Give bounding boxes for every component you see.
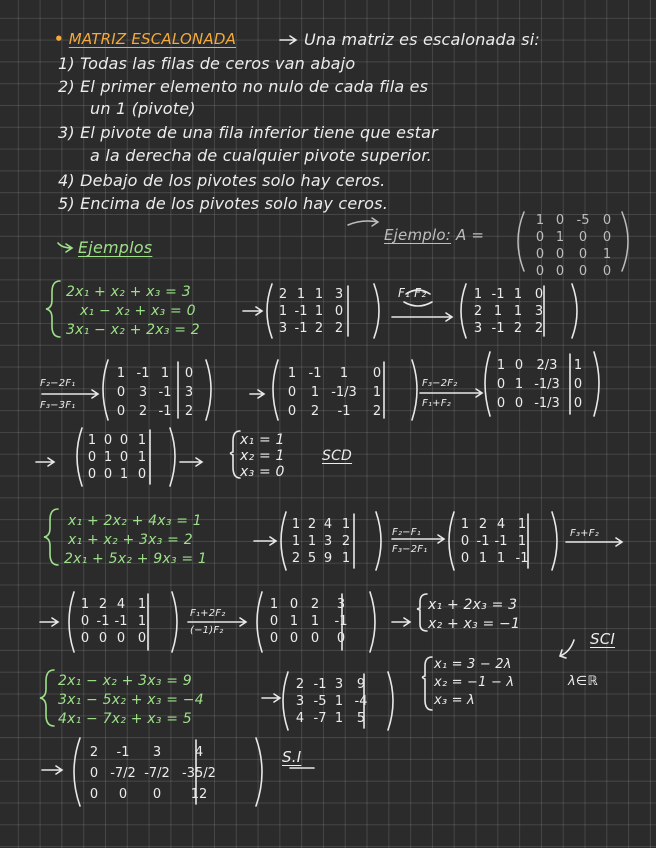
equation: 3x₁ − 5x₂ + x₃ = −4 bbox=[58, 692, 204, 708]
ex2-op-3b: (−1)F₂ bbox=[190, 625, 224, 636]
matrix-cell: 0 bbox=[555, 264, 565, 279]
matrix-cell: 4 bbox=[116, 597, 126, 612]
matrix-cell: -1 bbox=[491, 321, 505, 336]
matrix-cell: 0 bbox=[535, 264, 545, 279]
rule-3-cont: a la derecha de cualquier pivote superior. bbox=[90, 146, 432, 165]
matrix-cell: 2 bbox=[473, 304, 483, 319]
matrix-cell: -5 bbox=[576, 213, 590, 228]
matrix-cell: 0 bbox=[137, 631, 147, 646]
matrix-cell: -5 bbox=[313, 694, 327, 709]
matrix-cell: 0 bbox=[578, 247, 588, 262]
matrix-cell: 2 bbox=[310, 404, 320, 419]
matrix-cell: 3 bbox=[152, 745, 162, 760]
matrix-cell: 1 bbox=[80, 597, 90, 612]
result-line: x₂ + x₃ = −1 bbox=[428, 616, 521, 632]
matrix-cell: 0 bbox=[535, 230, 545, 245]
matrix-cell: 2 bbox=[291, 551, 301, 566]
matrix-cell: 0 bbox=[514, 396, 524, 411]
matrix-cell: 0 bbox=[578, 264, 588, 279]
matrix-cell: 0 bbox=[287, 385, 297, 400]
matrix-cell: 0 bbox=[535, 247, 545, 262]
matrix-cell: 0 bbox=[87, 467, 97, 482]
matrix-cell: -1/3 bbox=[534, 396, 560, 411]
matrix-cell: 2 bbox=[278, 287, 288, 302]
matrix-cell: -1 bbox=[158, 404, 172, 419]
matrix-cell: 4 bbox=[323, 517, 333, 532]
matrix-cell: 2 bbox=[310, 597, 320, 612]
matrix-cell: -1 bbox=[294, 321, 308, 336]
matrix-cell: 2 bbox=[184, 404, 194, 419]
matrix-cell: 1 bbox=[116, 366, 126, 381]
matrix-cell: 1 bbox=[341, 551, 351, 566]
matrix-cell: 1 bbox=[372, 385, 382, 400]
matrix-cell: 2 bbox=[534, 321, 544, 336]
matrix-cell: 3 bbox=[138, 385, 148, 400]
matrix-cell: -1 bbox=[476, 534, 490, 549]
matrix-cell: 1 bbox=[513, 287, 523, 302]
matrix-cell: 1 bbox=[513, 304, 523, 319]
matrix-cell: 1 bbox=[278, 304, 288, 319]
matrix-cell: 1 bbox=[517, 534, 527, 549]
ex1-op-1: F₁ F₂ bbox=[398, 286, 427, 300]
matrix-cell: -7 bbox=[313, 711, 327, 726]
ex1-op-2b: F₃−3F₁ bbox=[40, 400, 76, 411]
matrix-cell: 0 bbox=[555, 247, 565, 262]
matrix-cell: 1 bbox=[103, 450, 113, 465]
matrix-cell: 0 bbox=[118, 787, 128, 802]
matrix-cell: 0 bbox=[460, 551, 470, 566]
matrix-cell: 9 bbox=[323, 551, 333, 566]
matrix-cell: 0 bbox=[514, 358, 524, 373]
rule-1: 1) Todas las filas de ceros van abajo bbox=[58, 54, 356, 73]
matrix-cell: -4 bbox=[354, 694, 368, 709]
matrix-cell: 9 bbox=[356, 677, 366, 692]
matrix-cell: 1 bbox=[137, 433, 147, 448]
matrix-cell: 4 bbox=[295, 711, 305, 726]
matrix-cell: 1 bbox=[291, 534, 301, 549]
matrix-cell: 0 bbox=[116, 631, 126, 646]
matrix-cell: 2 bbox=[89, 745, 99, 760]
matrix-cell: -1 bbox=[491, 287, 505, 302]
matrix-cell: 1 bbox=[119, 467, 129, 482]
param-line: x₃ = λ bbox=[434, 693, 475, 708]
matrix-cell: 1 bbox=[496, 358, 506, 373]
equation: 3x₁ − x₂ + 2x₃ = 2 bbox=[66, 322, 200, 338]
matrix-cell: 1 bbox=[314, 304, 324, 319]
ex2-op-2: F₃+F₂ bbox=[570, 528, 599, 539]
matrix-cell: 0 bbox=[119, 450, 129, 465]
matrix-cell: 1 bbox=[287, 366, 297, 381]
solution-line: x₃ = 0 bbox=[240, 464, 285, 480]
ex2-type: SCI bbox=[590, 630, 616, 648]
matrix-cell: -1/3 bbox=[331, 385, 357, 400]
matrix-cell: 1 bbox=[573, 358, 583, 373]
matrix-cell: -1 bbox=[337, 404, 351, 419]
matrix-cell: 0 bbox=[269, 614, 279, 629]
matrix-cell: 1 bbox=[334, 694, 344, 709]
matrix-cell: 1 bbox=[514, 377, 524, 392]
solution-line: x₁ = 1 bbox=[240, 432, 285, 448]
ex2-op-1a: F₂−F₁ bbox=[392, 527, 421, 538]
page-title: MATRIZ ESCALONADA bbox=[68, 30, 237, 48]
matrix-cell: 5 bbox=[356, 711, 366, 726]
matrix-cell: 2 bbox=[341, 534, 351, 549]
matrix-cell: 1 bbox=[493, 304, 503, 319]
matrix-cell: -1 bbox=[96, 614, 110, 629]
matrix-cell: -7/2 bbox=[144, 766, 170, 781]
matrix-cell: 0 bbox=[98, 631, 108, 646]
matrix-cell: -1 bbox=[116, 745, 130, 760]
equation: 2x₁ + 5x₂ + 9x₃ = 1 bbox=[64, 551, 208, 567]
matrix-cell: 1 bbox=[310, 385, 320, 400]
ex1-op-3a: F₃−2F₂ bbox=[422, 378, 458, 389]
matrix-cell: 1 bbox=[341, 517, 351, 532]
matrix-cell: 1 bbox=[314, 287, 324, 302]
matrix-cell: 2 bbox=[334, 321, 344, 336]
matrix-cell: 3 bbox=[336, 597, 346, 612]
matrix-cell: 0 bbox=[89, 766, 99, 781]
matrix-cell: 2/3 bbox=[536, 358, 558, 373]
matrix-cell: 3 bbox=[184, 385, 194, 400]
matrix-cell: -1 bbox=[158, 385, 172, 400]
matrix-cell: 0 bbox=[334, 304, 344, 319]
matrix-cell: 0 bbox=[602, 264, 612, 279]
ex2-op-1b: F₃−2F₁ bbox=[392, 544, 428, 555]
matrix-cell: 0 bbox=[496, 377, 506, 392]
matrix-cell: -1 bbox=[515, 551, 529, 566]
matrix-cell: 0 bbox=[80, 614, 90, 629]
matrix-cell: 2 bbox=[478, 517, 488, 532]
rule-5: 5) Encima de los pivotes solo hay ceros. bbox=[58, 194, 388, 213]
ex1-type: SCD bbox=[322, 448, 353, 464]
matrix-cell: 1 bbox=[535, 213, 545, 228]
matrix-cell: 1 bbox=[517, 517, 527, 532]
matrix-cell: 0 bbox=[116, 385, 126, 400]
matrix-cell: -1 bbox=[114, 614, 128, 629]
ex2-lambda: λ∈ℝ bbox=[568, 674, 598, 689]
matrix-cell: 1 bbox=[307, 534, 317, 549]
matrix-cell: 3 bbox=[334, 287, 344, 302]
matrix-cell: 0 bbox=[289, 597, 299, 612]
matrix-cell: 0 bbox=[287, 404, 297, 419]
matrix-cell: 0 bbox=[89, 787, 99, 802]
matrix-cell: 0 bbox=[460, 534, 470, 549]
matrix-cell: -35/2 bbox=[182, 766, 216, 781]
rule-2: 2) El primer elemento no nulo de cada fila es bbox=[58, 77, 429, 96]
matrix-cell: 2 bbox=[138, 404, 148, 419]
ex1-op-3b: F₁+F₂ bbox=[422, 398, 451, 409]
matrix-cell: 1 bbox=[473, 287, 483, 302]
equation: x₁ + x₂ + 3x₃ = 2 bbox=[68, 532, 193, 548]
ex2-op-3a: F₁+2F₂ bbox=[190, 608, 226, 619]
equation: 4x₁ − 7x₂ + x₃ = 5 bbox=[58, 711, 192, 727]
matrix-cell: 0 bbox=[578, 230, 588, 245]
matrix-cell: -7/2 bbox=[110, 766, 136, 781]
matrix-cell: 0 bbox=[573, 377, 583, 392]
matrix-cell: 0 bbox=[555, 213, 565, 228]
matrix-cell: 0 bbox=[602, 213, 612, 228]
matrix-cell: 0 bbox=[372, 366, 382, 381]
matrix-cell: 2 bbox=[307, 517, 317, 532]
rule-4: 4) Debajo de los pivotes solo hay ceros. bbox=[58, 171, 386, 190]
matrix-cell: 4 bbox=[194, 745, 204, 760]
intro-text: Una matriz es escalonada si: bbox=[304, 30, 540, 49]
matrix-cell: -1 bbox=[294, 304, 308, 319]
matrix-cell: 1 bbox=[137, 450, 147, 465]
param-line: x₂ = −1 − λ bbox=[434, 675, 515, 690]
result-line: x₁ + 2x₃ = 3 bbox=[428, 597, 518, 613]
matrix-cell: 0 bbox=[289, 631, 299, 646]
matrix-cell: 2 bbox=[513, 321, 523, 336]
matrix-cell: 1 bbox=[602, 247, 612, 262]
matrix-cell: 0 bbox=[119, 433, 129, 448]
matrix-cell: 3 bbox=[334, 677, 344, 692]
ex1-op-2a: F₂−2F₁ bbox=[40, 378, 76, 389]
matrix-cell: 1 bbox=[496, 551, 506, 566]
matrix-cell: -1 bbox=[308, 366, 322, 381]
matrix-cell: -1 bbox=[313, 677, 327, 692]
rule-3: 3) El pivote de una fila inferior tiene que estar bbox=[58, 123, 438, 142]
bullet-icon: • bbox=[54, 30, 64, 48]
matrix-cell: 1 bbox=[269, 597, 279, 612]
matrix-cell: 1 bbox=[87, 433, 97, 448]
example-label: Ejemplo: A = bbox=[384, 226, 485, 244]
matrix-cell: 0 bbox=[137, 467, 147, 482]
matrix-cell: 0 bbox=[336, 631, 346, 646]
matrix-cell: 1 bbox=[137, 597, 147, 612]
matrix-cell: -1/3 bbox=[534, 377, 560, 392]
matrix-cell: 1 bbox=[296, 287, 306, 302]
matrix-cell: 3 bbox=[473, 321, 483, 336]
equation: 2x₁ + x₂ + x₃ = 3 bbox=[66, 284, 191, 300]
matrix-cell: 0 bbox=[80, 631, 90, 646]
matrix-cell: 2 bbox=[98, 597, 108, 612]
matrix-cell: 3 bbox=[323, 534, 333, 549]
equation: x₁ + 2x₂ + 4x₃ = 1 bbox=[68, 513, 202, 529]
matrix-cell: 1 bbox=[291, 517, 301, 532]
equation: 2x₁ − x₂ + 3x₃ = 9 bbox=[58, 673, 192, 689]
matrix-cell: 12 bbox=[190, 787, 208, 802]
matrix-cell: 0 bbox=[152, 787, 162, 802]
matrix-cell: 0 bbox=[184, 366, 194, 381]
matrix-cell: 0 bbox=[269, 631, 279, 646]
matrix-cell: 0 bbox=[116, 404, 126, 419]
matrix-cell: 1 bbox=[339, 366, 349, 381]
matrix-cell: 1 bbox=[160, 366, 170, 381]
matrix-cell: 1 bbox=[478, 551, 488, 566]
matrix-cell: -1 bbox=[334, 614, 348, 629]
matrix-cell: 1 bbox=[334, 711, 344, 726]
matrix-cell: 0 bbox=[602, 230, 612, 245]
matrix-cell: 1 bbox=[289, 614, 299, 629]
matrix-cell: 4 bbox=[496, 517, 506, 532]
matrix-cell: 3 bbox=[278, 321, 288, 336]
matrix-cell: 0 bbox=[534, 287, 544, 302]
matrix-cell: 2 bbox=[314, 321, 324, 336]
matrix-cell: 1 bbox=[460, 517, 470, 532]
matrix-cell: 0 bbox=[87, 450, 97, 465]
matrix-cell: 0 bbox=[310, 631, 320, 646]
matrix-cell: 1 bbox=[310, 614, 320, 629]
param-line: x₁ = 3 − 2λ bbox=[434, 657, 512, 672]
matrix-cell: 1 bbox=[555, 230, 565, 245]
matrix-cell: 0 bbox=[496, 396, 506, 411]
matrix-cell: 3 bbox=[295, 694, 305, 709]
matrix-cell: -1 bbox=[494, 534, 508, 549]
matrix-cell: 0 bbox=[573, 396, 583, 411]
matrix-cell: 0 bbox=[103, 467, 113, 482]
ex3-type: S.I bbox=[282, 748, 302, 766]
matrix-cell: -1 bbox=[136, 366, 150, 381]
matrix-cell: 5 bbox=[307, 551, 317, 566]
matrix-cell: 3 bbox=[534, 304, 544, 319]
matrix-cell: 2 bbox=[295, 677, 305, 692]
solution-line: x₂ = 1 bbox=[240, 448, 285, 464]
matrix-cell: 2 bbox=[372, 404, 382, 419]
examples-heading: Ejemplos bbox=[78, 238, 153, 257]
rule-2-cont: un 1 (pivote) bbox=[90, 99, 196, 118]
equation: x₁ − x₂ + x₃ = 0 bbox=[80, 303, 196, 319]
matrix-cell: 0 bbox=[103, 433, 113, 448]
matrix-cell: 1 bbox=[137, 614, 147, 629]
